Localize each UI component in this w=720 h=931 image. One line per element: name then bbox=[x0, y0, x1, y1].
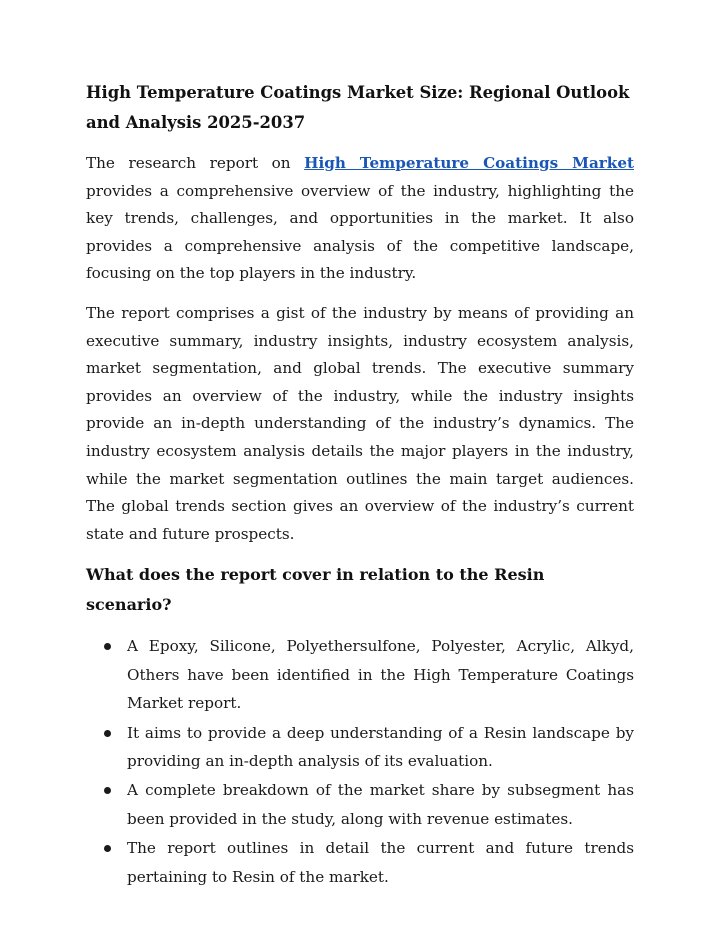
bullet-icon bbox=[104, 730, 111, 737]
bullet-list bbox=[86, 632, 634, 891]
list-item-text: A complete breakdown of the market share by subsegment has been provided in the study, along with revenue estimates. bbox=[127, 781, 634, 828]
list-item-text: It aims to provide a deep understanding of a Resin landscape by providing an in-depth analysis of its evaluation. bbox=[127, 723, 634, 770]
list-item bbox=[86, 632, 634, 717]
list-item bbox=[86, 776, 634, 833]
list-item bbox=[86, 834, 634, 891]
document-title: High Temperature Coatings Market Size: Regional Outlook and Analysis 2025-2037 bbox=[86, 83, 630, 132]
report-link[interactable]: High Temperature Coatings Market bbox=[304, 154, 634, 172]
intro-prefix: The research report on bbox=[86, 154, 305, 172]
list-item-text: A Epoxy, Silicone, Polyethersulfone, Polyester, Acrylic, Alkyd, Others have been identified in the High Temperature Coatings Market report. bbox=[127, 637, 634, 713]
bullet-icon bbox=[104, 845, 111, 852]
list-item-text: The report outlines in detail the current and future trends pertaining to Resin of the market. bbox=[127, 839, 634, 886]
document-page bbox=[86, 78, 634, 892]
intro-suffix: provides a comprehensive overview of the industry, highlighting the key trends, challenges, and opportunities in the market. It also provides a comprehensive analysis of the competitive landscape, focusing on the top players in the industry. bbox=[86, 181, 634, 283]
bullet-icon bbox=[104, 787, 111, 794]
bullet-icon bbox=[104, 643, 111, 650]
summary-paragraph: The report comprises a gist of the industry by means of providing an executive summary, industry insights, industry ecosystem analysis, market segmentation, and global trends. The executive summary provides an overview of the industry, while the industry insights provide an in-depth understanding of the industry’s dynamics. The industry ecosystem analysis details the major players in the industry, while the market segmentation outlines the main target audiences. The global trends section gives an overview of the industry’s current state and future prospects. bbox=[86, 303, 634, 543]
section-heading: What does the report cover in relation to the Resin scenario? bbox=[86, 565, 545, 615]
list-item bbox=[86, 719, 634, 776]
intro-paragraph bbox=[86, 150, 634, 288]
